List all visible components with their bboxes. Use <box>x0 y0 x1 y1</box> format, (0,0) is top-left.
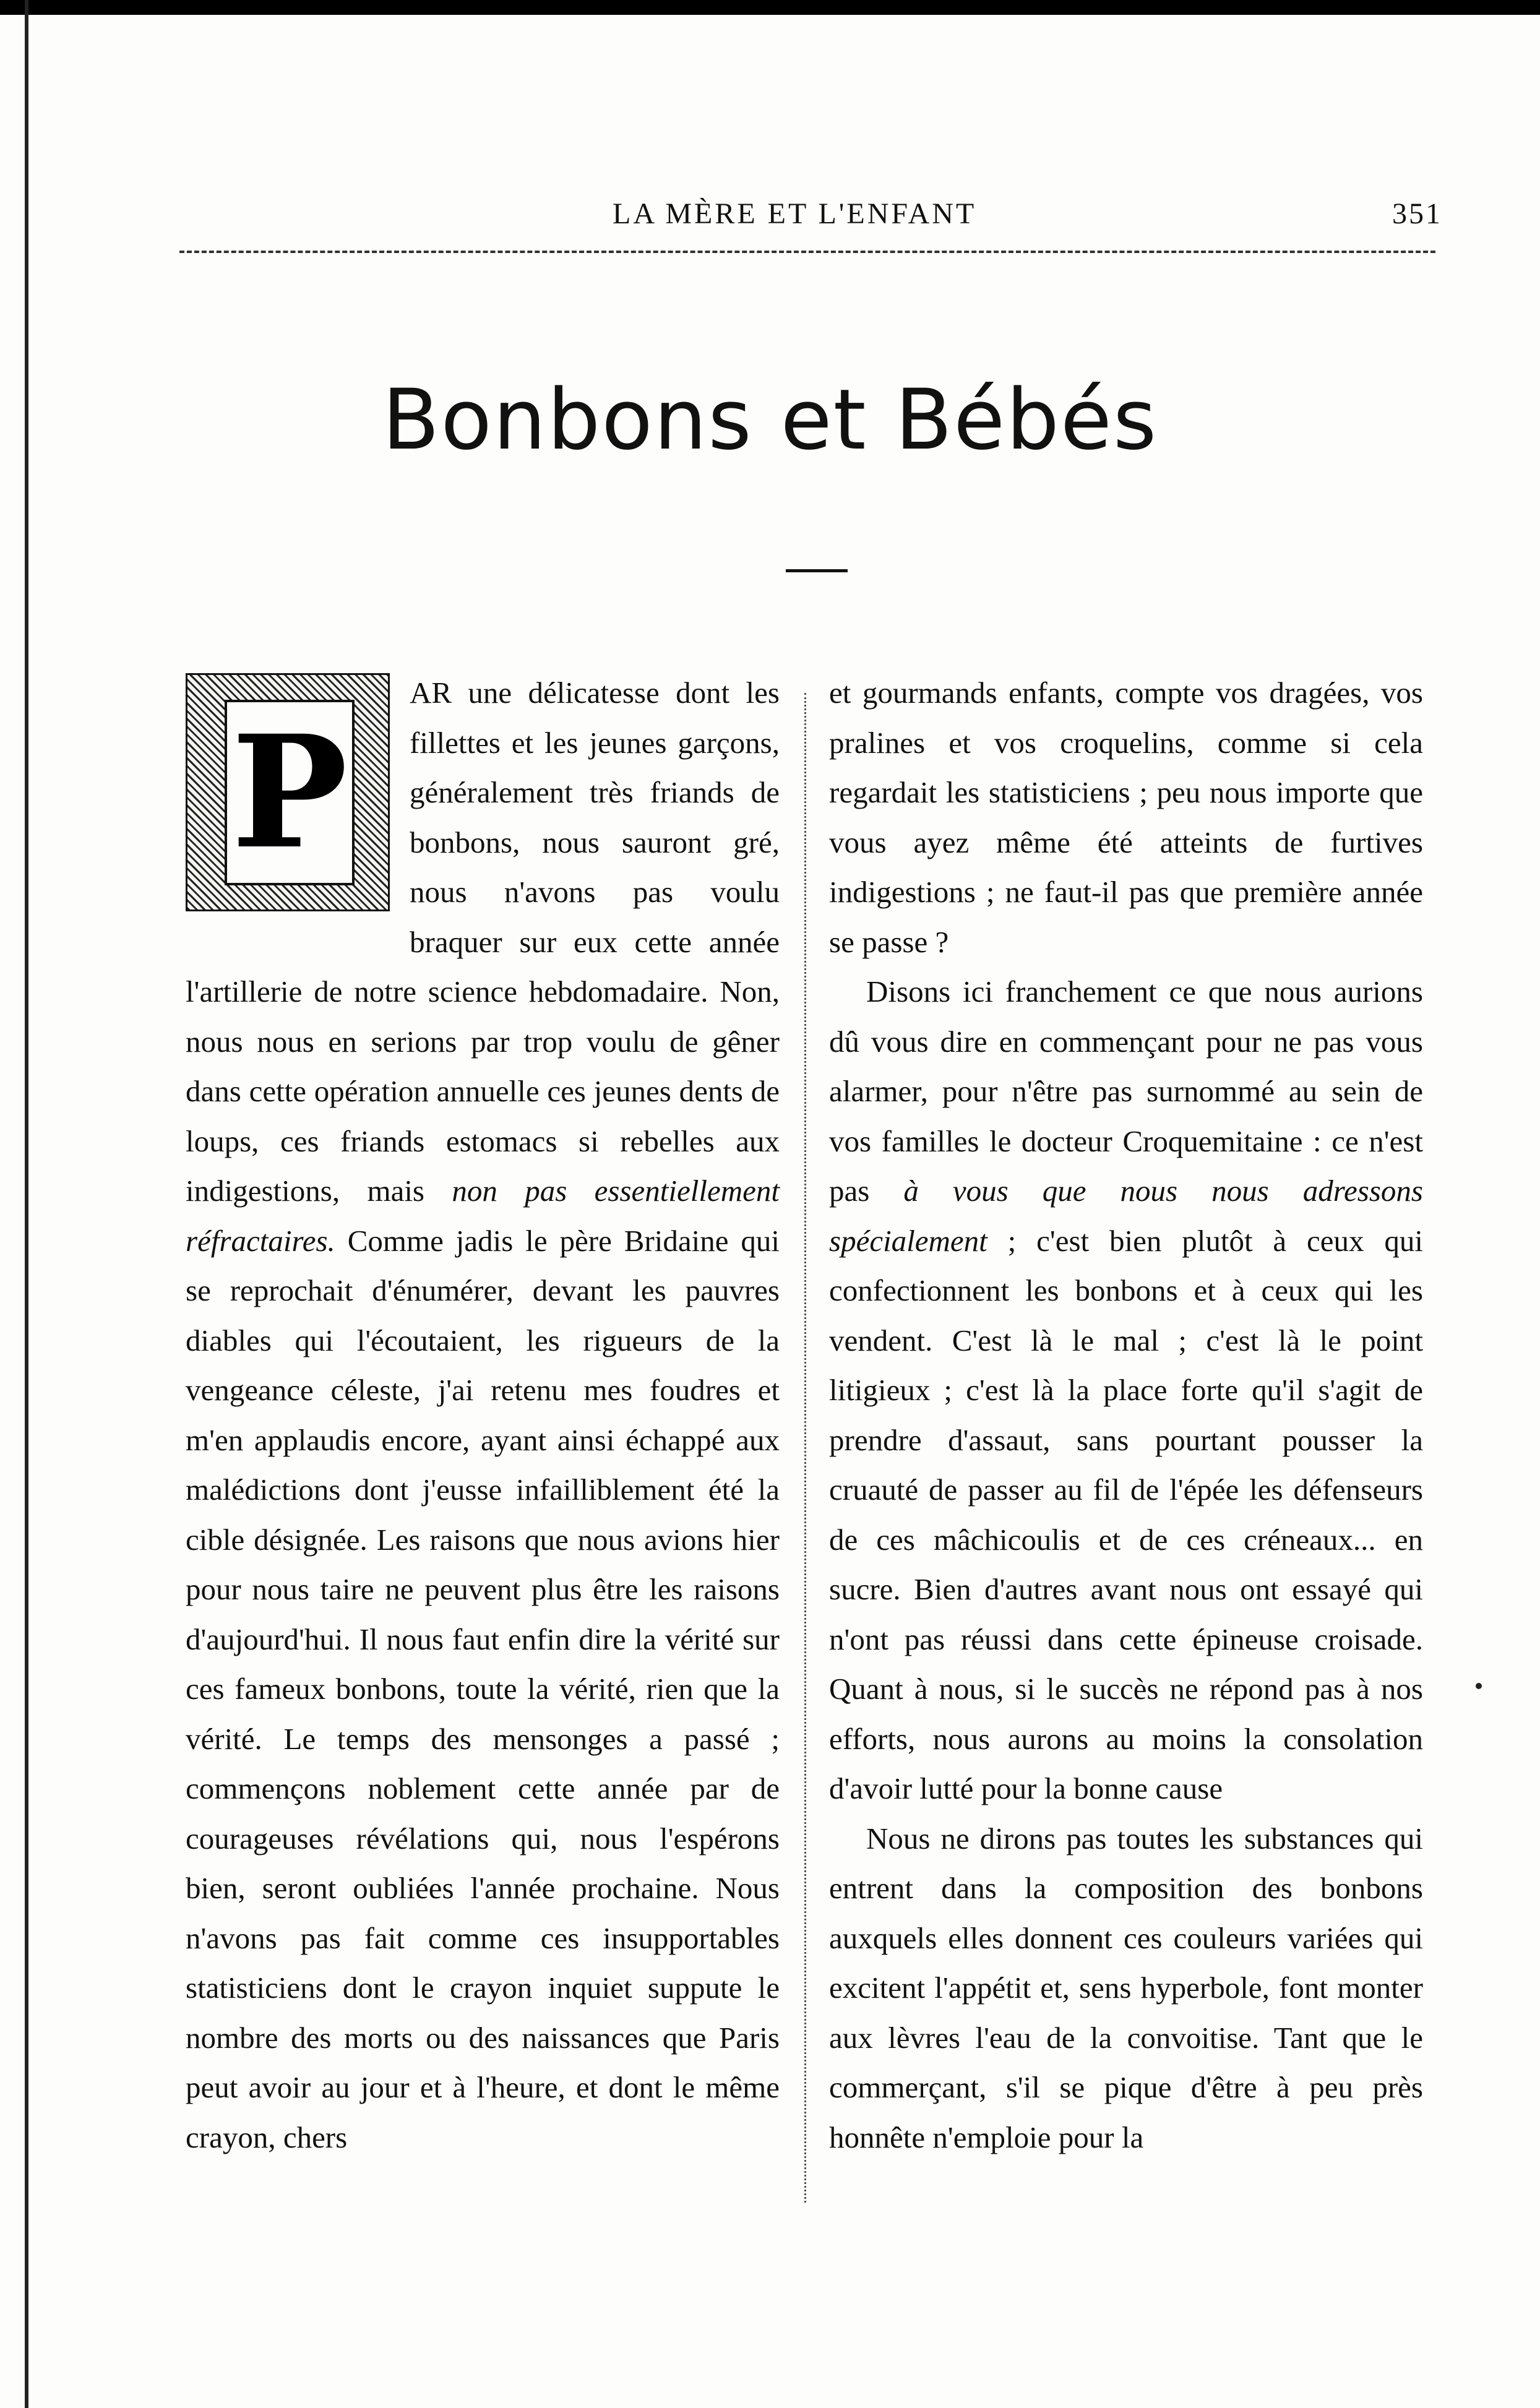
paragraph-1-continued: et gourmands enfants, compte vos dragées, vos pralines et vos croquelins, comme si cela regardait les statisticiens ; peu nous importe que vous ayez même été atteints de furtives indigestions ; ne faut-il pas que première année se passe ? <box>829 676 1423 959</box>
page-number: 351 <box>1392 197 1442 230</box>
paragraph-1-text-start: AR une délicatesse dont les fillettes et les jeunes garçons, généralement très friands de bonbons, nous sauront gré, nous n'avons pas voulu braquer sur eux cette année l'artillerie de notre science hebdomadaire. Non, nous nous en serions par trop voulu de gêner dans cette opération annuelle ces jeunes dents de loups, ces friands estomacs si rebelles aux indigestions, mais <box>186 676 780 1208</box>
paragraph-2-text-start: Disons ici franchement ce que nous aurions dû vous dire en commençant pour ne pas vous alarmer, pour n'être pas surnommé au sein de vos familles le docteur Croquemitaine : ce n'est pas <box>829 974 1423 1208</box>
paragraph-1-text-end: Comme jadis le père Bridaine qui se reprochait d'énumérer, devant les pauvres diables qui l'écoutaient, les rigueurs de la vengeance céleste, j'ai retenu mes foudres et m'en applaudis encore, ayant ainsi échappé aux malédictions dont j'eusse infailliblement été la cible désignée. Les raisons que nous avions hier pour nous taire ne peuvent plus être les raisons d'aujourd'hui. Il nous faut enfin dire la vérité sur ces fameux bonbons, toute la vérité, rien que la vérité. Le temps des mensonges a passé ; commençons noblement cette année par de courageuses révélations qui, nous l'espérons bien, seront oubliées l'année prochaine. Nous n'avons pas fait comme ces insupportables statisticiens dont le crayon inquiet suppute le nombre des morts ou des naissances que Paris peut avoir au jour et à l'heure, et dont le même crayon, chers <box>186 1223 780 2154</box>
column-divider <box>804 693 806 2203</box>
paragraph-1-italic-phrase: non pas essentiellement réfractaires. <box>186 1174 780 1258</box>
running-header-title: LA MÈRE ET L'ENFANT <box>613 197 977 230</box>
left-column <box>186 668 780 2162</box>
article-title: Bonbons et Bébés <box>382 371 1158 468</box>
scan-speck <box>1476 1683 1482 1689</box>
title-rule <box>786 569 848 572</box>
header-rule <box>179 251 1435 253</box>
dropcap-letter: P <box>225 700 355 885</box>
scan-top-border <box>0 0 1540 15</box>
paragraph-2-text-end: ; c'est bien plutôt à ceux qui confectionnent les bonbons et à ceux qui les vendent. C'est là le mal ; c'est là le point litigieux ; c'est là la place forte qu'il s'agit de prendre d'assaut, sans pourtant pousser la cruauté de passer au fil de l'épée les défenseurs de ces mâchicoulis et de ces créneaux... en sucre. Bien d'autres avant nous ont essayé qui n'ont pas réussi dans cette épineuse croisade. Quant à nous, si le succès ne répond pas à nos efforts, nous aurons au moins la consolation d'avoir lutté pour la bonne cause <box>829 1223 1423 1805</box>
paragraph-1 <box>186 668 780 2162</box>
paragraph-3: Nous ne dirons pas toutes les substances qui entrent dans la composition des bonbons auxquels elles donnent ces couleurs variées qui excitent l'appétit et, sens hyperbole, font monter aux lèvres l'eau de la convoitise. Tant que le commerçant, s'il se pique d'être à peu près honnête n'emploie pour la <box>829 1821 1423 2154</box>
scan-left-edge <box>25 0 28 2408</box>
ornamental-dropcap <box>186 673 390 911</box>
paragraph-2-italic-phrase: à vous que nous nous adressons spécialement <box>829 1174 1423 1258</box>
paragraph-2 <box>829 967 1423 1814</box>
right-column <box>829 668 1423 2162</box>
